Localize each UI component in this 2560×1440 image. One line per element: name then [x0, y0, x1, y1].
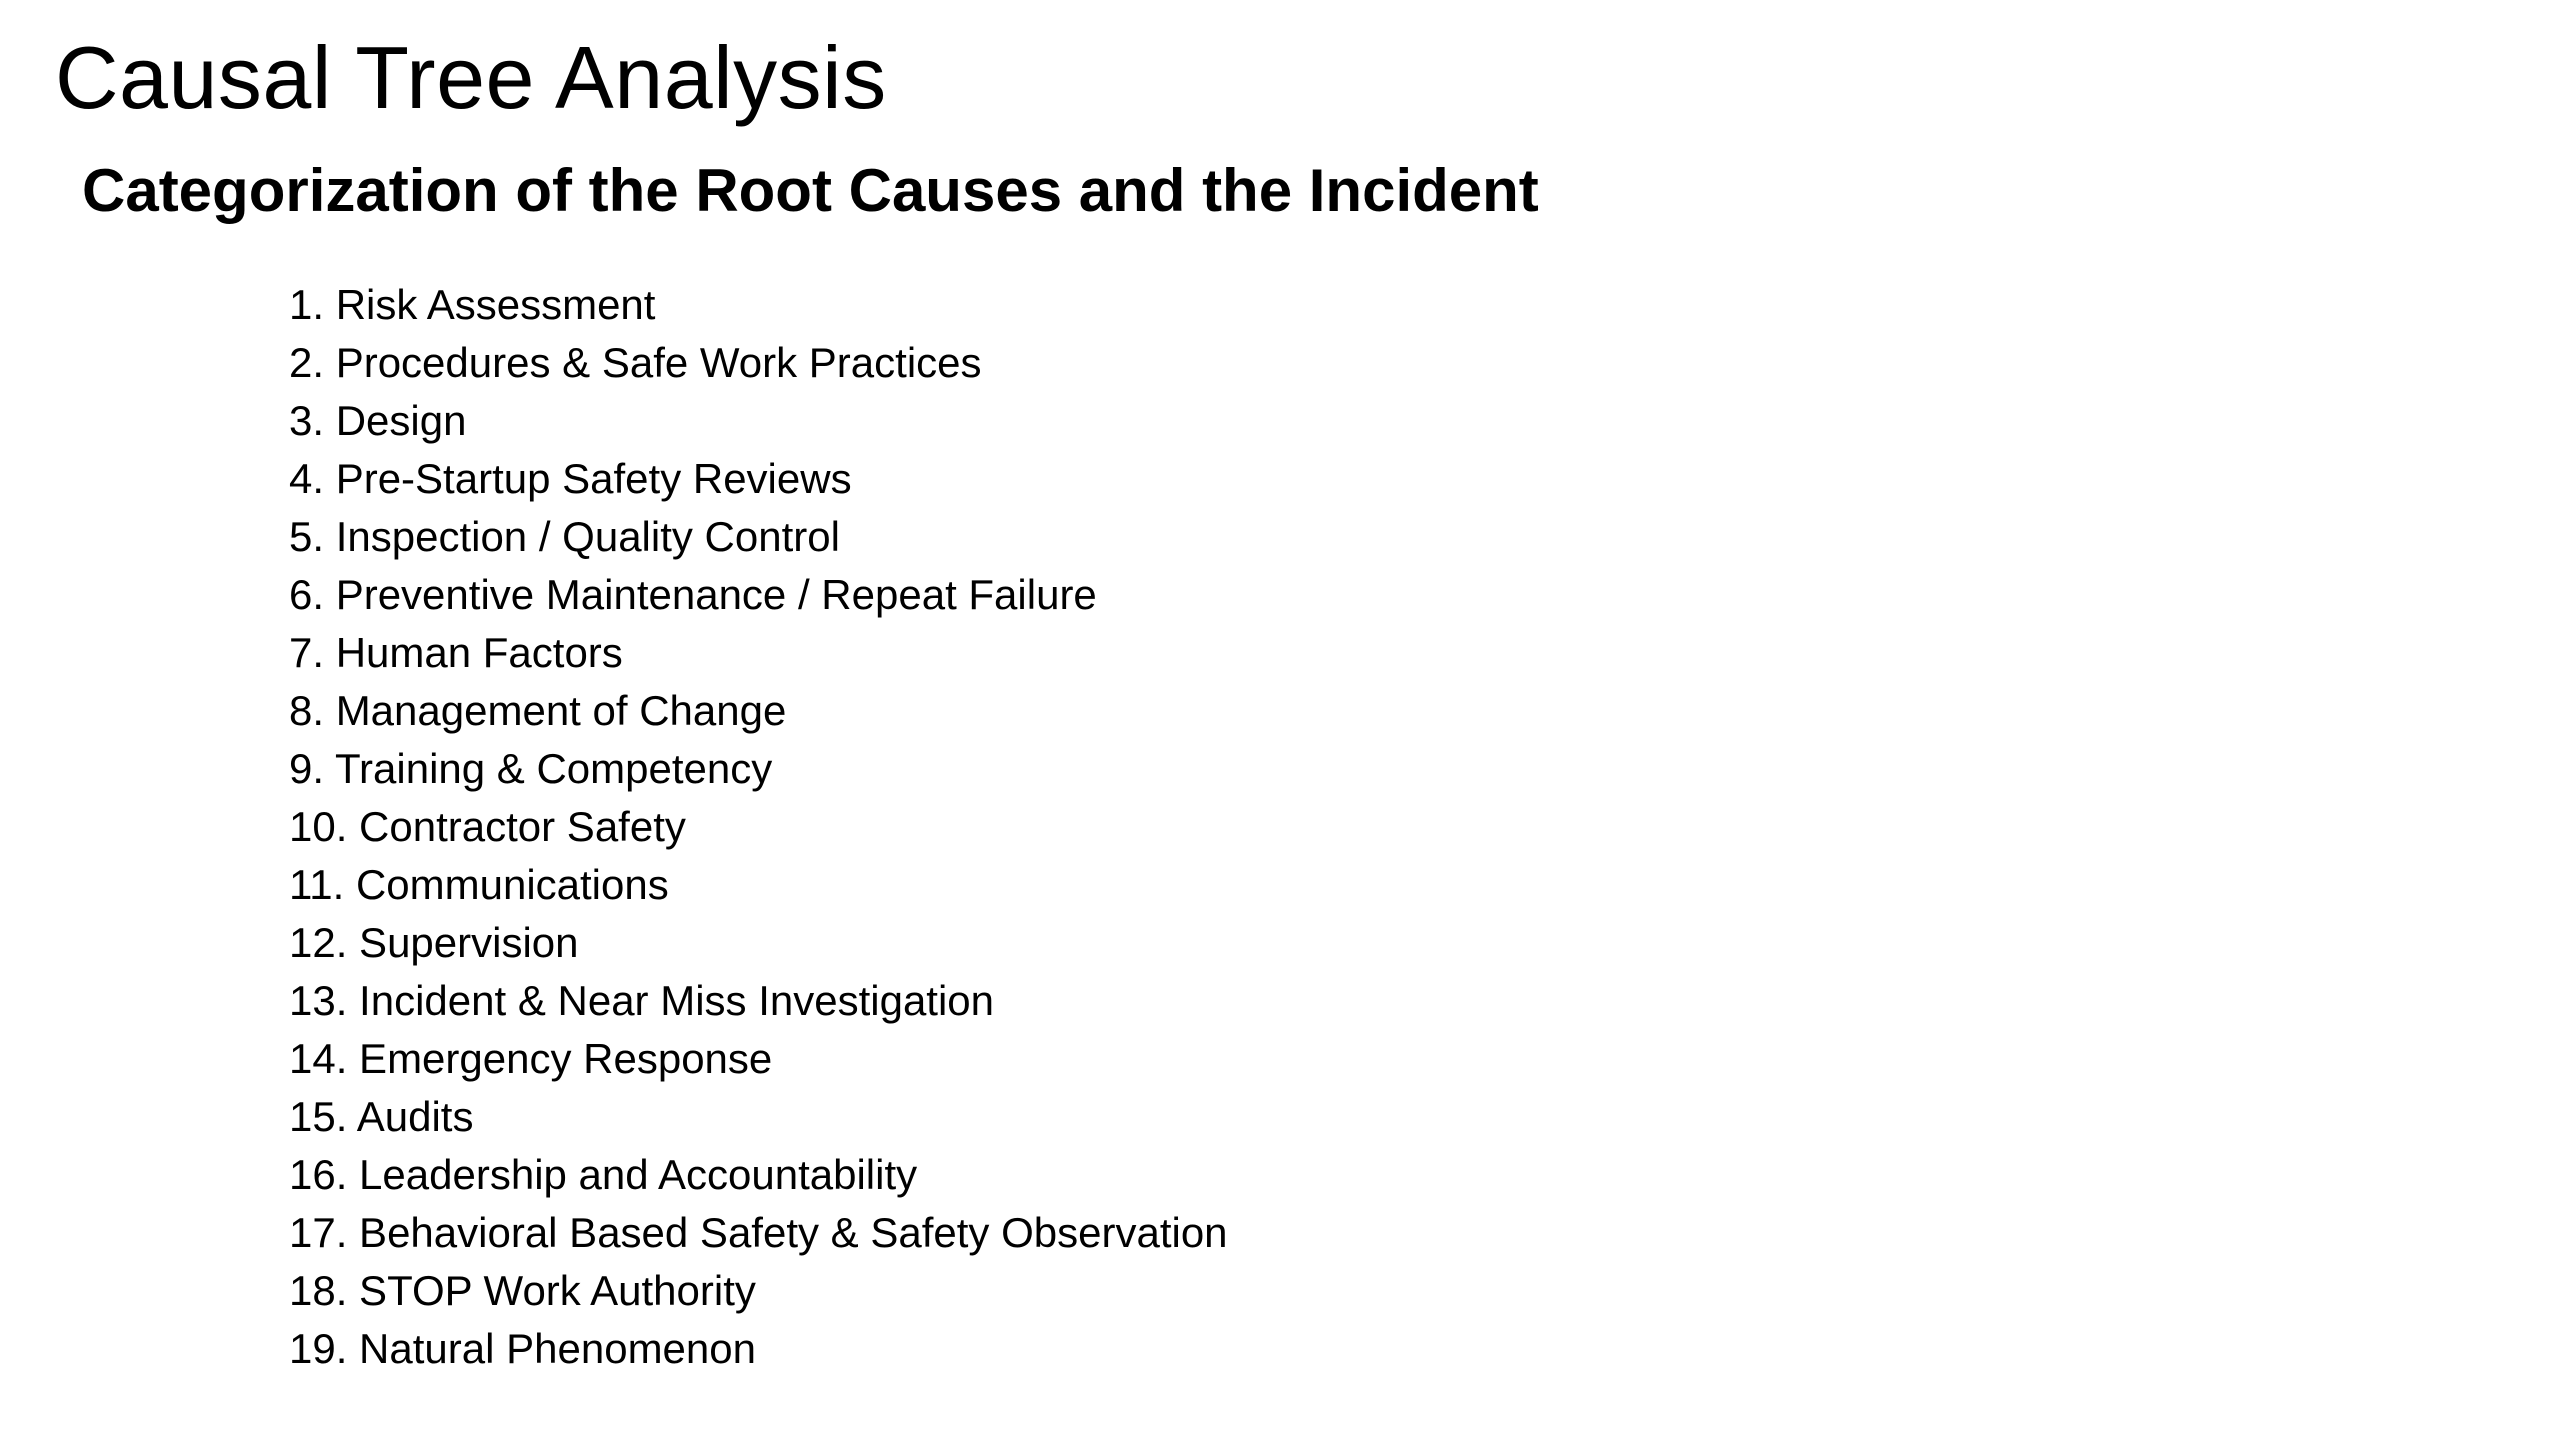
list-item: 14. Emergency Response [289, 1035, 773, 1082]
list-item: 19. Natural Phenomenon [289, 1325, 756, 1372]
list-item: 17. Behavioral Based Safety & Safety Observation [289, 1209, 1228, 1256]
list-item: 16. Leadership and Accountability [289, 1151, 918, 1198]
list-item: 12. Supervision [289, 919, 579, 966]
list-item: 7. Human Factors [289, 629, 623, 676]
list-item: 3. Design [289, 397, 467, 444]
list-item: 18. STOP Work Authority [289, 1267, 756, 1314]
list-item: 1. Risk Assessment [289, 281, 656, 328]
list-item: 5. Inspection / Quality Control [289, 513, 840, 560]
list-item: 8. Management of Change [289, 687, 787, 734]
list-item: 10. Contractor Safety [289, 803, 686, 850]
list-item: 2. Procedures & Safe Work Practices [289, 339, 982, 386]
slide-subtitle: Categorization of the Root Causes and the Incident [82, 157, 1539, 224]
list-item: 4. Pre-Startup Safety Reviews [289, 455, 852, 502]
list-item: 9. Training & Competency [289, 745, 773, 792]
list-item: 11. Communications [289, 861, 669, 908]
list-item: 15. Audits [289, 1093, 474, 1140]
root-cause-list [289, 276, 1228, 1378]
list-item: 6. Preventive Maintenance / Repeat Failure [289, 571, 1097, 618]
list-item: 13. Incident & Near Miss Investigation [289, 977, 995, 1024]
slide-title: Causal Tree Analysis [55, 28, 887, 127]
